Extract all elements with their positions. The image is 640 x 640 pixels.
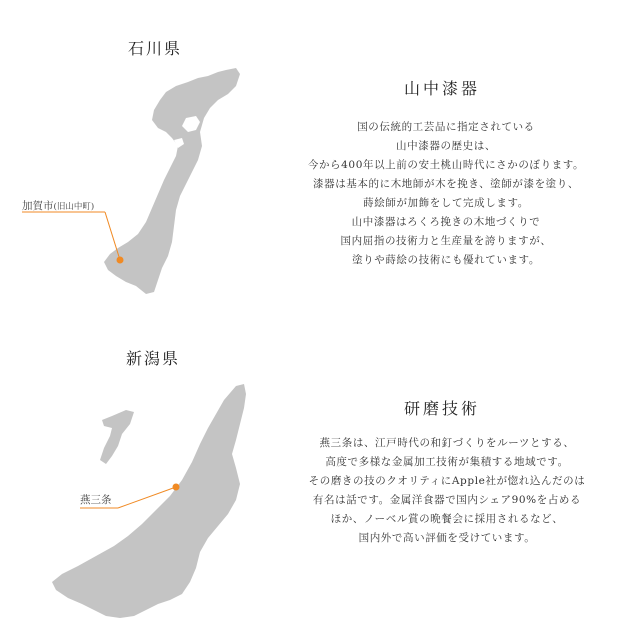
yamanaka-line: 蒔絵師が加飾をして完成します。 — [363, 197, 529, 209]
kenma-line: 国内外で高い評価を受けています。 — [358, 532, 536, 544]
kaga-city-label — [22, 198, 94, 213]
kenma-title: 研磨技術 — [404, 399, 481, 418]
yamanaka-line: 今から400年以上前の安土桃山時代にさかのぼります。 — [307, 159, 585, 171]
kaga-marker — [117, 257, 124, 264]
tsubame-marker — [173, 484, 180, 491]
kenma-line: 燕三条は、江戸時代の和釘づくりをルーツとする、 — [319, 437, 575, 449]
kenma-description — [262, 434, 632, 548]
yamanaka-line: 山中漆器の歴史は、 — [396, 140, 496, 152]
ishikawa-pref-title: 石川県 — [128, 39, 183, 58]
yamanaka-line: 塗りや蒔絵の技術にも優れています。 — [352, 254, 540, 266]
yamanaka-line: 国内屈指の技術力と生産量を誇りますが、 — [340, 235, 552, 247]
kaga-city-note: (旧山中町) — [53, 202, 95, 212]
kenma-line: 有名は話です。金属洋食器で国内シェア90%を占める — [312, 494, 582, 506]
yamanaka-line: 山中漆器はろくろ挽きの木地づくりで — [351, 216, 541, 228]
kaga-city-name: 加賀市 — [22, 200, 54, 212]
yamanaka-line: 漆器は基本的に木地師が木を挽き、塗師が漆を塗り、 — [313, 178, 579, 190]
yamanaka-description — [260, 118, 632, 270]
yamanaka-line: 国の伝統的工芸品に指定されている — [357, 121, 535, 133]
kenma-line: その磨きの技のクオリティにApple社が惚れ込んだのは — [308, 475, 586, 487]
yamanaka-title: 山中漆器 — [404, 79, 481, 98]
tsubame-city-label: 燕三条 — [80, 494, 112, 506]
ishikawa-map — [104, 68, 240, 294]
sado-island-map — [100, 410, 134, 464]
kenma-line: ほか、ノーベル賞の晩餐会に採用されるなど、 — [330, 513, 564, 525]
niigata-pref-title: 新潟県 — [126, 349, 181, 368]
kenma-line: 高度で多様な金属加工技術が集積する地域です。 — [325, 456, 569, 468]
